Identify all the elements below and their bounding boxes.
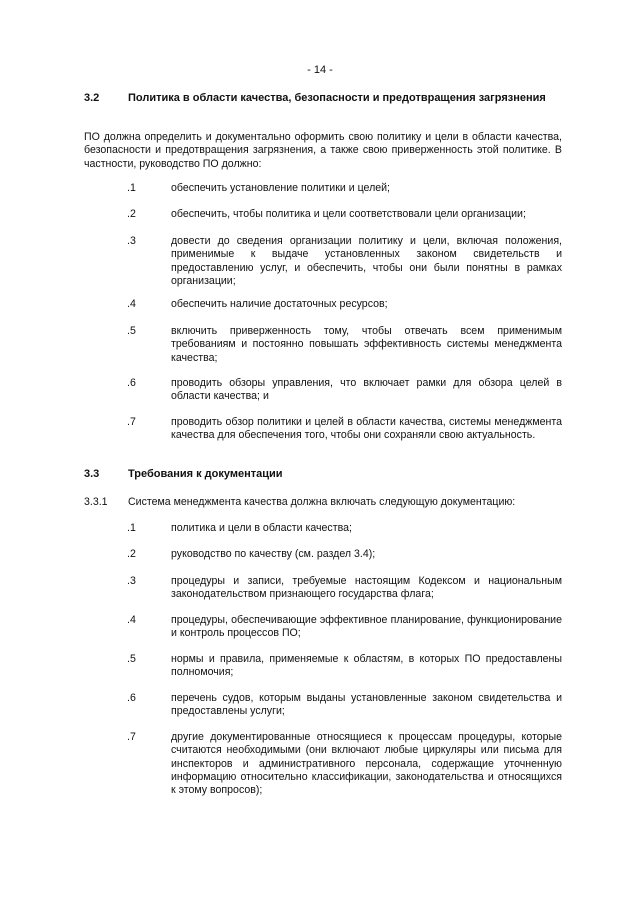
item-number: .3 [127, 575, 136, 587]
item-number: .5 [127, 653, 136, 665]
item-number: .4 [127, 298, 136, 310]
item-text: довести до сведения организации политику и цели, включая положения, применимые к выдаче установленных законом свидетельств и предоставлению услуг, и обеспечить, чтобы они были понятны в рамках организации; [171, 235, 562, 287]
item-number: .2 [127, 548, 136, 560]
item-number: .5 [127, 325, 136, 337]
item-number: .2 [127, 208, 136, 220]
item-number: .7 [127, 731, 136, 743]
section-3-2-intro: ПО должна определить и документально оформить свою политику и цели в области качества, безопасности и предотвращения загрязнения, а также свою приверженность этой политике. В частности, руководство ПО должно: [84, 131, 562, 170]
page-number: - 14 - [307, 64, 333, 76]
item-text: руководство по качеству (см. раздел 3.4); [171, 548, 376, 560]
item-text: нормы и правила, применяемые к областям, в которых ПО предоставлены полномочия; [171, 653, 562, 679]
section-number: 3.2 [84, 92, 100, 104]
item-text: обеспечить, чтобы политика и цели соответствовали цели организации; [171, 208, 526, 220]
item-number: .4 [127, 614, 136, 626]
section-number: 3.3 [84, 468, 100, 480]
item-number: .1 [127, 522, 136, 534]
item-text: процедуры и записи, требуемые настоящим Кодексом и национальным законодательством признающего государства флага; [171, 575, 562, 601]
clause-number: 3.3.1 [84, 496, 108, 508]
item-text: другие документированные относящиеся к процессам процедуры, которые считаются необходимыми (они включают любые циркуляры или письма для инспекторов и административного персонала, содержащие уточненную информацию относительно классификации, законодательства и относящихся к этому вопросов); [171, 731, 562, 797]
item-number: .6 [127, 377, 136, 389]
item-text: перечень судов, которым выданы установленные законом свидетельства и предоставлены услуги; [171, 692, 562, 718]
item-text: обеспечить наличие достаточных ресурсов; [171, 298, 388, 310]
item-number: .1 [127, 182, 136, 194]
section-title: Требования к документации [128, 468, 283, 480]
item-number: .6 [127, 692, 136, 704]
item-text: обеспечить установление политики и целей; [171, 182, 391, 194]
section-title: Политика в области качества, безопасности и предотвращения загрязнения [128, 92, 546, 104]
clause-text: Система менеджмента качества должна включать следующую документацию: [128, 496, 516, 508]
item-text: проводить обзор политики и целей в области качества, системы менеджмента качества для обеспечения того, чтобы они сохраняли свою актуальность. [171, 416, 562, 442]
item-number: .7 [127, 416, 136, 428]
item-text: процедуры, обеспечивающие эффективное планирование, функционирование и контроль процессов ПО; [171, 614, 562, 640]
item-text: включить приверженность тому, чтобы отвечать всем применимым требованиям и постоянно повышать эффективность системы менеджмента качества; [171, 325, 562, 364]
item-text: политика и цели в области качества; [171, 522, 352, 534]
item-number: .3 [127, 235, 136, 247]
item-text: проводить обзоры управления, что включает рамки для обзора целей в области качества; и [171, 377, 562, 403]
